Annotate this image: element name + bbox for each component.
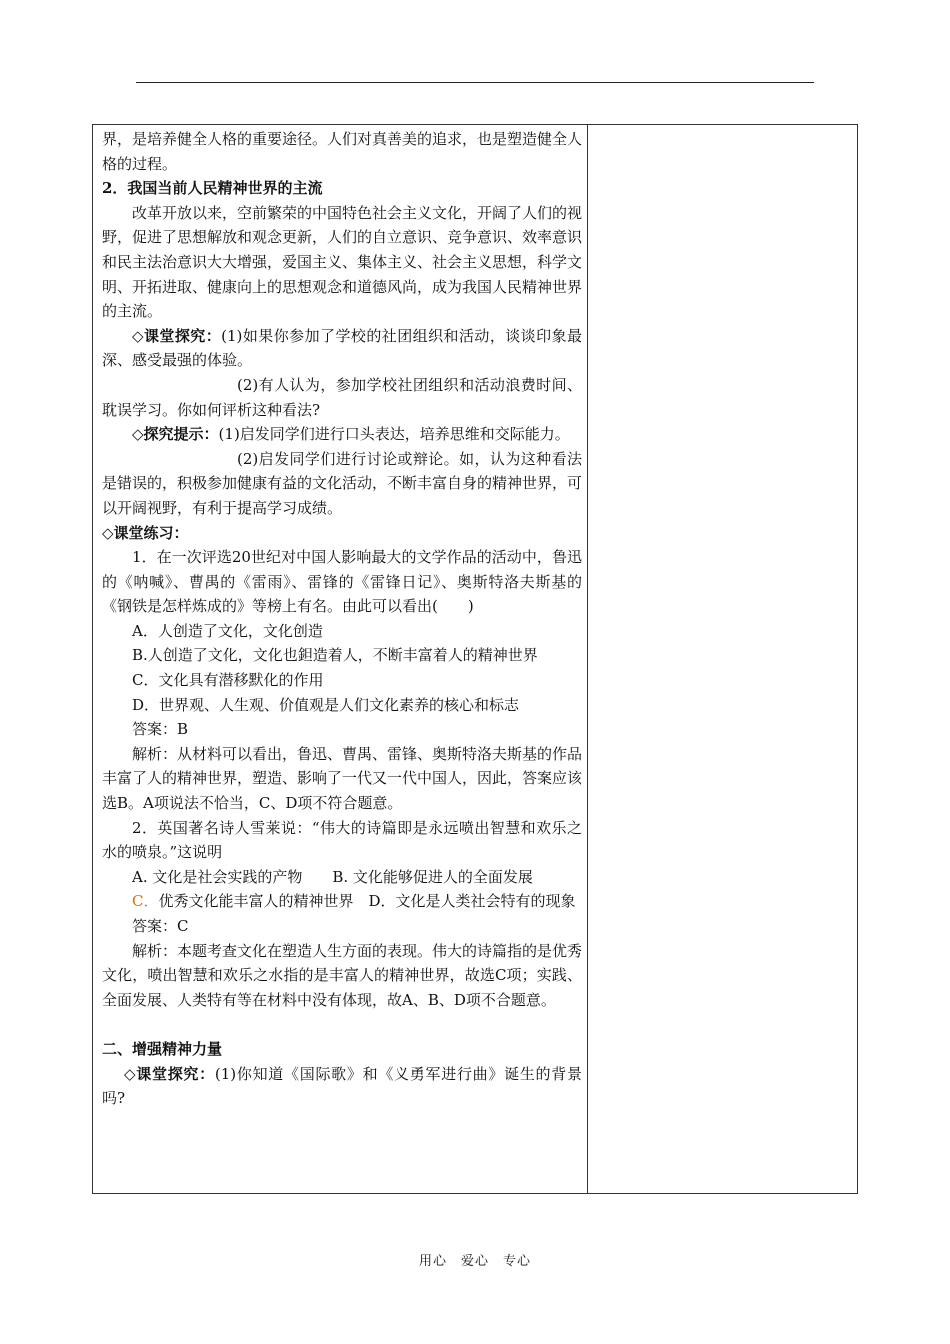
exercise-heading: ◇课堂练习：: [102, 523, 189, 542]
q2-options-cd: [102, 889, 582, 914]
q1-answer: 答案：B: [132, 720, 189, 739]
q1-explanation: 解析：从材料可以看出，鲁迅、曹禺、雷锋、奥斯特洛夫斯基的作品丰富了人的精神世界，塑造、影响了一代又一代中国人，因此，答案应该选B。A项说法不恰当，C、D项不符合题意。: [102, 744, 583, 813]
hint-1: [102, 422, 582, 447]
inquiry-label-2: ◇课堂探究：: [124, 1064, 215, 1083]
inquiry-question-2: (2)有人认为，参加学校社团组织和活动浪费时间、耽误学习。你如何评析这种看法?: [102, 375, 582, 419]
blank-line: [102, 1012, 582, 1037]
paragraph-continuation: 界，是培养健全人格的重要途径。人们对真善美的追求，也是塑造健全人格的过程。: [102, 130, 583, 173]
q2-answer: 答案：C: [132, 917, 189, 935]
column-divider: [587, 125, 588, 1193]
q1-option-c: C．文化具有潜移默化的作用: [132, 671, 324, 690]
question-1: 1．在一次评选20世纪对中国人影响最大的文学作品的活动中，鲁迅的《呐喊》、曹禺的《雷雨》、雷锋的《雷锋日记》、奥斯特洛夫斯基的《钢铁是怎样炼成的》等榜上有名。由此可以看出( ): [102, 548, 582, 616]
q1-option-b: B.人创造了文化，文化也鉭造着人，不断丰富着人的精神世界: [132, 646, 538, 665]
q2-options-ab: A. 文化是社会实践的产物 B. 文化能够促进人的全面发展: [132, 867, 533, 886]
content-table: [92, 124, 858, 1194]
section-heading-2: 2．我国当前人民精神世界的主流: [102, 179, 323, 198]
q2-option-c-marker: C．: [132, 892, 159, 911]
inquiry-label: ◇课堂探究：: [132, 326, 222, 345]
header-rule: [136, 82, 814, 83]
inquiry-text-2: (1)你知道《国际歌》和《义勇军进行曲》诞生的背景吗?: [102, 1064, 582, 1108]
inquiry-question-3: [102, 1062, 582, 1111]
q1-option-a: A．人创造了文化，文化创造: [132, 621, 323, 640]
page-footer: 用心 爱心 专心: [418, 1254, 531, 1269]
hint-text: (1)启发同学们进行口头表达，培养思维和交际能力。: [218, 425, 570, 444]
main-text-column: [102, 127, 582, 1111]
paragraph-mainstream: 改革开放以来，空前繁荣的中国特色社会主义文化，开阔了人们的视野，促进了思想解放和观念更新，人们的自立意识、竞争意识、效率意识和民主法治意识大大增强，爱国主义、集体主义、社会主义思想，科学文明、开拓进取、健康向上的思想观念和道德风尚，成为我国人民精神世界的主流。: [102, 203, 583, 321]
q1-option-d: D．世界观、人生观、价值观是人们文化素养的核心和标志: [132, 695, 520, 714]
q2-options-cd-text: 优秀文化能丰富人的精神世界 D．文化是人类社会特有的现象: [158, 892, 576, 911]
q2-explanation: 解析：本题考查文化在塑造人生方面的表现。伟大的诗篇指的是优秀文化，喷出智慧和欢乐之水指的是丰富人的精神世界，故选C项；实践、全面发展、人类特有等在材料中没有体现，故A、B、D项不合题意。: [102, 941, 583, 1009]
hint-2: (2)启发同学们进行讨论或辩论。如，认为这种看法是错误的，积极参加健康有益的文化活动，不断丰富自身的精神世界，可以开阔视野，有利于提高学习成绩。: [102, 449, 583, 517]
hint-label: ◇探究提示：: [132, 425, 219, 444]
inquiry-question-1: [102, 324, 582, 373]
question-2: 2．英国著名诗人雪莱说：“伟大的诗篇即是永远喷出智慧和欢乐之水的喷泉。”这说明: [102, 818, 582, 862]
section-heading-strengthen: 二、增强精神力量: [102, 1039, 223, 1058]
inquiry-text: (1)如果你参加了学校的社团组织和活动，谈谈印象最深、感受最强的体验。: [102, 326, 582, 370]
